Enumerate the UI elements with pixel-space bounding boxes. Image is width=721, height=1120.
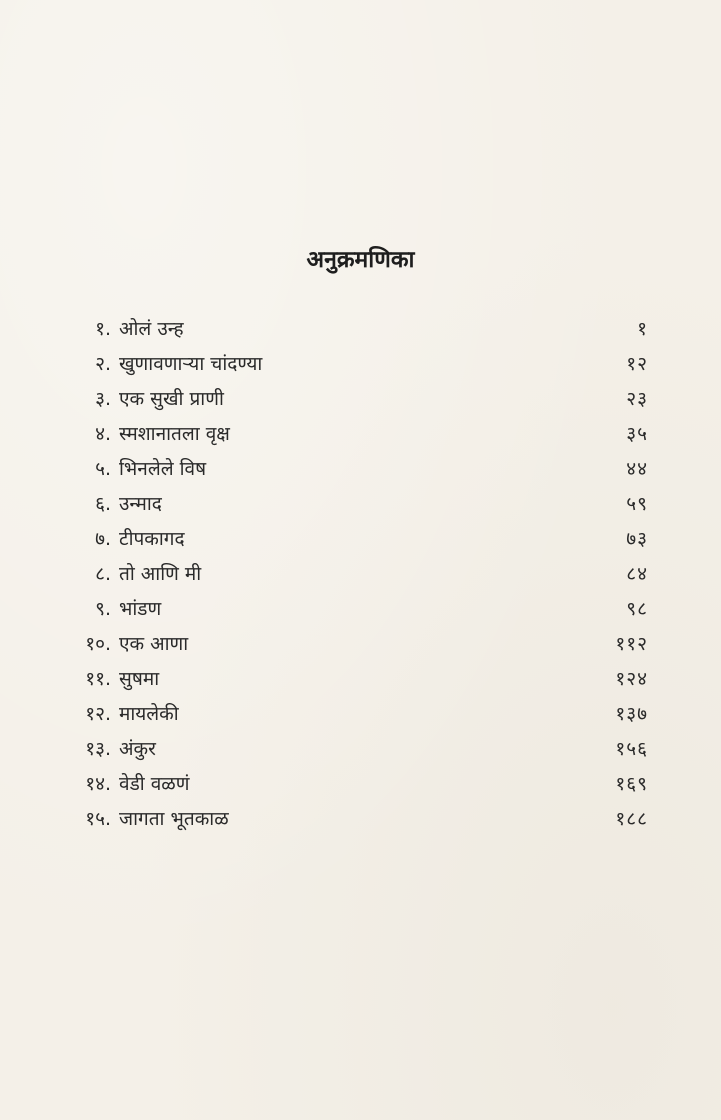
toc-entry-1 bbox=[56, 312, 648, 347]
entry-page-number: ७३ bbox=[626, 528, 648, 550]
entry-number: १०. bbox=[85, 633, 111, 655]
entry-title: एक सुखी प्राणी bbox=[119, 388, 224, 410]
entry-number: १५. bbox=[85, 808, 111, 830]
entry-number: ३. bbox=[95, 388, 111, 410]
entry-page-number: १५६ bbox=[615, 738, 648, 760]
entry-number: ४. bbox=[95, 423, 111, 445]
entry-number: ११. bbox=[85, 668, 111, 690]
entry-number: ८. bbox=[95, 563, 111, 585]
entry-page-number: २३ bbox=[626, 388, 648, 410]
page-title: अनुक्रमणिका bbox=[306, 247, 415, 273]
entry-page-number: १६९ bbox=[615, 773, 648, 795]
entry-title: जागता भूतकाळ bbox=[119, 808, 229, 830]
toc-entry-4 bbox=[56, 417, 648, 452]
toc-entry-9 bbox=[56, 592, 648, 627]
entry-title: एक आणा bbox=[119, 633, 189, 655]
entry-title: अंकुर bbox=[119, 738, 156, 760]
toc-entry-7 bbox=[56, 522, 648, 557]
entry-title: भांडण bbox=[119, 598, 162, 620]
entry-page-number: ११२ bbox=[615, 633, 648, 655]
entry-number: १३. bbox=[85, 738, 111, 760]
toc-entry-10 bbox=[56, 627, 648, 662]
entry-number: ७. bbox=[95, 528, 111, 550]
toc-entry-8 bbox=[56, 557, 648, 592]
entry-title: वेडी वळणं bbox=[119, 773, 190, 795]
entry-number: ५. bbox=[95, 458, 111, 480]
entry-title: खुणावणाऱ्या चांदण्या bbox=[119, 353, 263, 375]
entry-page-number: ३५ bbox=[626, 423, 648, 445]
toc-list bbox=[56, 312, 648, 837]
toc-entry-14 bbox=[56, 767, 648, 802]
entry-page-number: १८८ bbox=[615, 808, 648, 830]
entry-title: सुषमा bbox=[119, 668, 160, 690]
entry-page-number: १३७ bbox=[615, 703, 648, 725]
toc-entry-12 bbox=[56, 697, 648, 732]
toc-entry-15 bbox=[56, 802, 648, 837]
toc-entry-11 bbox=[56, 662, 648, 697]
toc-entry-2 bbox=[56, 347, 648, 382]
entry-number: २. bbox=[95, 353, 111, 375]
entry-page-number: ४४ bbox=[626, 458, 648, 480]
toc-entry-6 bbox=[56, 487, 648, 522]
entry-page-number: ५९ bbox=[626, 493, 648, 515]
toc-entry-13 bbox=[56, 732, 648, 767]
entry-page-number: १२४ bbox=[615, 668, 648, 690]
entry-number: १. bbox=[95, 318, 111, 340]
entry-title: उन्माद bbox=[119, 493, 162, 515]
entry-page-number: ८४ bbox=[626, 563, 648, 585]
entry-page-number: १२ bbox=[626, 353, 648, 375]
entry-number: ६. bbox=[95, 493, 111, 515]
entry-number: १२. bbox=[85, 703, 111, 725]
entry-page-number: ९८ bbox=[626, 598, 648, 620]
entry-title: मायलेकी bbox=[119, 703, 179, 725]
entry-number: ९. bbox=[95, 598, 111, 620]
entry-title: भिनलेले विष bbox=[119, 458, 207, 480]
entry-title: ओलं उन्ह bbox=[119, 318, 184, 340]
entry-title: टीपकागद bbox=[119, 528, 185, 550]
entry-title: स्मशानातला वृक्ष bbox=[119, 423, 230, 445]
toc-entry-3 bbox=[56, 382, 648, 417]
entry-title: तो आणि मी bbox=[119, 563, 202, 585]
toc-entry-5 bbox=[56, 452, 648, 487]
entry-number: १४. bbox=[85, 773, 111, 795]
entry-page-number: १ bbox=[637, 318, 648, 340]
